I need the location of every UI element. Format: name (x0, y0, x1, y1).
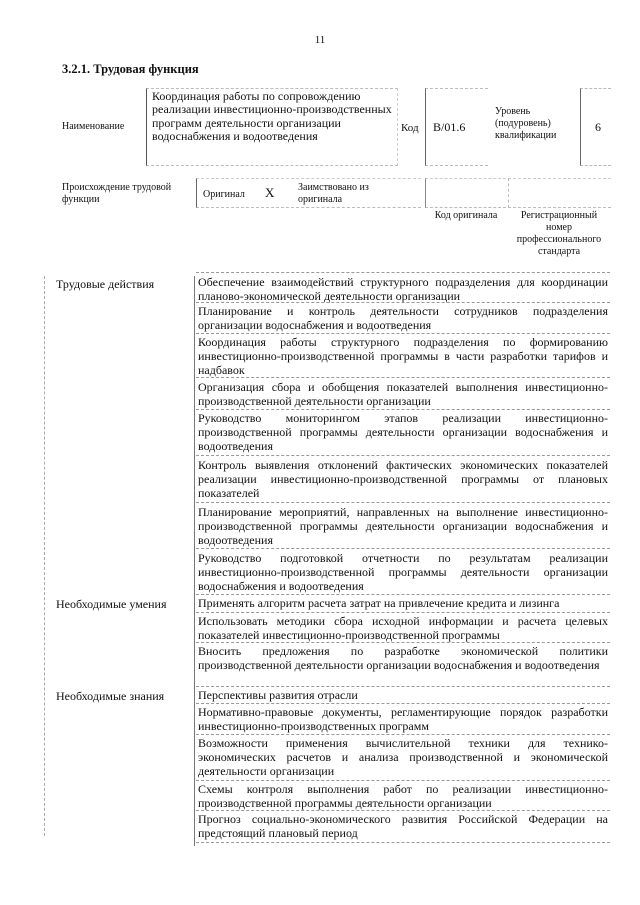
row-line (196, 409, 610, 410)
row-line (196, 594, 610, 595)
list-item: Прогноз социально-экономического развития Российской Федерации на предстоящий плановый период (198, 812, 608, 840)
level-label: Уровень (подуровень) квалификации (495, 106, 557, 141)
code-value: В/01.6 (433, 120, 466, 134)
orig-code-box (425, 178, 506, 208)
origin-label: Происхождение трудовой функции (62, 182, 172, 205)
list-item: Использовать методики сбора исходной информации и расчета целевых показателей инвестиционно-производственной программы (198, 614, 608, 642)
list-item: Схемы контроля выполнения работ по реализации инвестиционно-производственной программы деятельности организации (198, 782, 608, 810)
row-line (196, 780, 610, 781)
list-item: Возможности применения вычислительной техники для технико-экономических расчетов и анализа производственной и экономической деятельности организации (198, 736, 608, 778)
row-line (196, 272, 610, 273)
row-line (196, 502, 610, 503)
orig-code-label: Код оригинала (434, 210, 498, 221)
row-line (196, 455, 610, 456)
name-label: Наименование (62, 121, 125, 132)
left-border (44, 276, 45, 836)
section-label-knowledge: Необходимые знания (56, 689, 165, 703)
section-label-skills: Необходимые умения (56, 597, 167, 611)
row-line (196, 686, 610, 687)
section-label-actions: Трудовые действия (56, 277, 155, 291)
list-item: Контроль выявления отклонений фактических экономических показателей реализации инвестиционно-производственной программы от плановых показателей (198, 458, 608, 500)
list-item: Планирование и контроль деятельности сотрудников подразделения организации водоснабжения и водоотведения (198, 304, 608, 332)
row-line (196, 333, 610, 334)
list-item: Нормативно-правовые документы, регламентирующие порядок разработки инвестиционно-производственных программ (198, 705, 608, 733)
row-line (196, 810, 610, 811)
reg-number-box (508, 178, 611, 208)
column-divider (194, 276, 195, 846)
list-item: Руководство мониторингом этапов реализации инвестиционно-производственной программы деятельности организации водоснабжения и водоотведения (198, 411, 608, 453)
row-line (196, 703, 610, 704)
list-item: Организация сбора и обобщения показателей выполнения инвестиционно-производственной деятельности организации (198, 380, 608, 408)
list-item: Перспективы развития отрасли (198, 688, 358, 702)
row-line (196, 612, 610, 613)
list-item: Обеспечение взаимодействий структурного подразделения для координации планово-экономической деятельности организации (198, 275, 608, 303)
row-line (196, 302, 610, 303)
list-item: Координация работы структурного подразделения по формированию инвестиционно-производственной программы в части разработки тарифов и надбавок (198, 335, 608, 377)
level-value: 6 (595, 120, 601, 134)
list-item: Планирование мероприятий, направленных на выполнение инвестиционно-производственной программы деятельности организации водоснабжения и водоотведения (198, 505, 608, 547)
name-value: Координация работы по сопровождению реализации инвестиционно-производственных программ деятельности организации водоснабжения и водоотведения (152, 89, 392, 143)
section-title: 3.2.1. Трудовая функция (62, 62, 199, 76)
row-line (196, 734, 610, 735)
borrowed-label: Заимствовано из оригинала (298, 182, 369, 205)
row-line (196, 377, 610, 378)
row-line (196, 842, 610, 843)
row-line (196, 642, 610, 643)
row-line (196, 548, 610, 549)
original-label: Оригинал (203, 189, 245, 200)
list-item: Руководство подготовкой отчетности по результатам реализации инвестиционно-производственной программы деятельности организации водоснабжения и водоотведения (198, 551, 608, 593)
page-number: 11 (314, 34, 326, 46)
list-item: Применять алгоритм расчета затрат на привлечение кредита и лизинга (198, 596, 560, 610)
code-label: Код (401, 122, 419, 134)
reg-number-label: Регистрационный номер профессионального стандарта (516, 210, 602, 257)
list-item: Вносить предложения по разработке экономической политики производственной деятельности организации водоснабжения и водоотведения (198, 644, 608, 672)
original-mark: X (265, 185, 275, 200)
